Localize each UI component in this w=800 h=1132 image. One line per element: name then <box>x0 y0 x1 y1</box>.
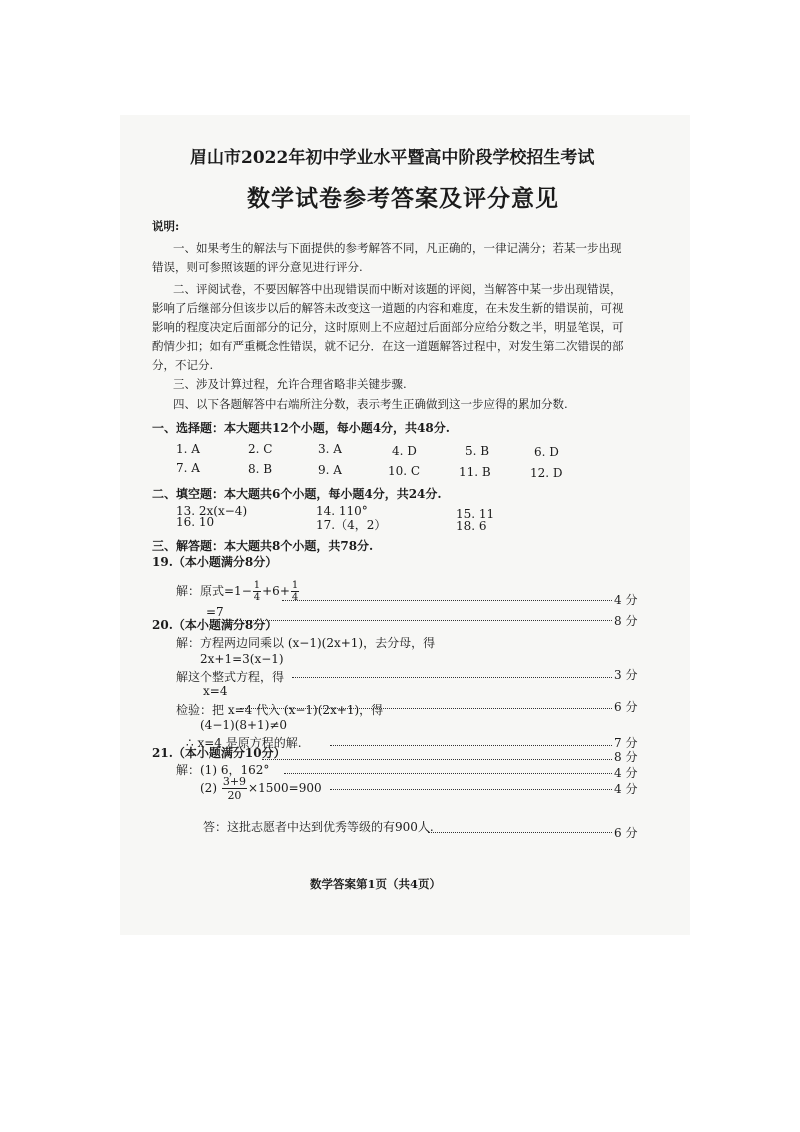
section-2-heading: 二、填空题：本大题共6个小题，每小题4分，共24分. <box>152 487 442 501</box>
q21-score-3: 6 分 <box>614 826 638 840</box>
q19-step-2: =7 <box>206 605 224 619</box>
q19-step-1-prefix: 解：原式=1− <box>176 584 252 598</box>
note-1-line-1: 一、如果考生的解法与下面提供的参考解答不同，凡正确的，一律记满分；若某一步出现 <box>173 241 622 255</box>
fraction-numerator: 1 <box>291 580 299 591</box>
fraction <box>253 580 261 603</box>
answer-12: 12. D <box>530 466 563 480</box>
dot-leader <box>292 677 612 678</box>
note-2-line-2: 影响了后继部分但该步以后的解答未改变这一道题的内容和难度，在未发生新的错误前，可视 <box>152 301 624 315</box>
q20-score-2: 6 分 <box>614 700 638 714</box>
answer-10: 10. C <box>388 464 421 478</box>
q20-score-1: 3 分 <box>614 668 638 682</box>
section-3-heading: 三、解答题：本大题共8个小题，共78分. <box>152 539 374 553</box>
fraction <box>222 775 247 802</box>
fraction-denominator: 4 <box>291 592 299 603</box>
answer-18: 18. 6 <box>456 519 487 533</box>
answer-11: 11. B <box>459 465 491 479</box>
q21-step-2-suffix: ×1500=900 <box>248 781 322 795</box>
answer-1: 1. A <box>176 442 200 456</box>
q20-score-4: 8 分 <box>614 750 638 764</box>
q21-answer: 答：这批志愿者中达到优秀等级的有900人. <box>203 820 434 834</box>
dot-leader <box>282 600 612 601</box>
note-4: 四、以下各题解答中右端所注分数，表示考生正确做到这一步应得的累加分数. <box>173 397 568 411</box>
fraction-numerator: 1 <box>253 580 261 591</box>
q19-label: 19.（本小题满分8分） <box>152 555 278 569</box>
answer-2: 2. C <box>248 442 273 456</box>
q21-step-1: 解：(1) 6，162° <box>176 763 270 777</box>
q21-step-2 <box>200 775 322 802</box>
q21-score-2: 4 分 <box>614 782 638 796</box>
dot-leader <box>262 759 612 760</box>
answer-17: 17.（4，2） <box>316 518 387 532</box>
note-2-line-3: 影响的程度决定后面部分的记分，这时原则上不应超过后面部分应给分数之半，明显笔误，可 <box>152 320 624 334</box>
notes-heading: 说明: <box>152 219 180 233</box>
note-2-line-1: 二、评阅试卷，不要因解答中出现错误而中断对该题的评阅，当解答中某一步出现错误， <box>173 282 622 296</box>
q20-step-1: 解：方程两边同乘以 (x−1)(2x+1)，去分母，得 <box>176 636 436 650</box>
q20-step-2: 2x+1=3(x−1) <box>200 652 284 666</box>
dot-leader <box>284 773 612 774</box>
answer-15: 15. 11 <box>456 507 495 521</box>
fraction-denominator: 4 <box>253 592 261 603</box>
note-1-line-2: 错误，则可参照该题的评分意见进行评分. <box>152 260 363 274</box>
answer-4: 4. D <box>392 444 417 458</box>
q20-label: 20.（本小题满分8分） <box>152 618 278 632</box>
answer-13: 13. 2x(x−4) <box>176 504 248 518</box>
q19-step-1-middle: +6+ <box>262 584 290 598</box>
note-3: 三、涉及计算过程，允许合理省略非关键步骤. <box>173 377 407 391</box>
answer-3: 3. A <box>318 442 342 456</box>
document-title: 数学试卷参考答案及评分意见 <box>247 185 559 212</box>
answer-9: 9. A <box>318 463 342 477</box>
q19-score-2: 8 分 <box>614 614 638 628</box>
q20-step-4: x=4 <box>203 684 228 698</box>
answer-8: 8. B <box>248 462 273 476</box>
answer-6: 6. D <box>534 445 559 459</box>
q20-step-6: (4−1)(8+1)≠0 <box>200 718 288 732</box>
note-2-line-4: 酌情少扣；如有严重概念性错误，就不记分．在这一道题解答过程中，对发生第二次错误的部 <box>152 339 624 353</box>
section-1-heading: 一、选择题：本大题共12个小题，每小题4分，共48分. <box>152 421 450 435</box>
dot-leader <box>330 789 612 790</box>
page-footer: 数学答案第1页（共4页） <box>310 877 442 891</box>
answer-14: 14. 110° <box>316 504 368 518</box>
q19-score-1: 4 分 <box>614 593 638 607</box>
q20-step-7: ∴ x=4 是原方程的解. <box>186 736 302 750</box>
note-2-line-5: 分，不记分. <box>152 358 214 372</box>
q20-step-5: 检验：把 x=4 代入 (x−1)(2x+1)，得 <box>176 703 384 717</box>
q20-step-3: 解这个整式方程，得 <box>176 670 285 684</box>
dot-leader <box>232 620 612 621</box>
dot-leader <box>428 832 612 833</box>
q21-step-2-prefix: (2) <box>200 781 217 795</box>
dot-leader <box>330 745 612 746</box>
answer-16: 16. 10 <box>176 515 215 529</box>
fraction-denominator: 20 <box>227 789 242 802</box>
fraction-numerator: 3+9 <box>222 775 247 788</box>
q21-score-1: 4 分 <box>614 766 638 780</box>
q20-score-3: 7 分 <box>614 736 638 750</box>
q21-label: 21.（本小题满分10分） <box>152 746 286 760</box>
exam-title: 眉山市2022年初中学业水平暨高中阶段学校招生考试 <box>190 148 595 168</box>
answer-5: 5. B <box>465 444 490 458</box>
answer-7: 7. A <box>176 461 200 475</box>
